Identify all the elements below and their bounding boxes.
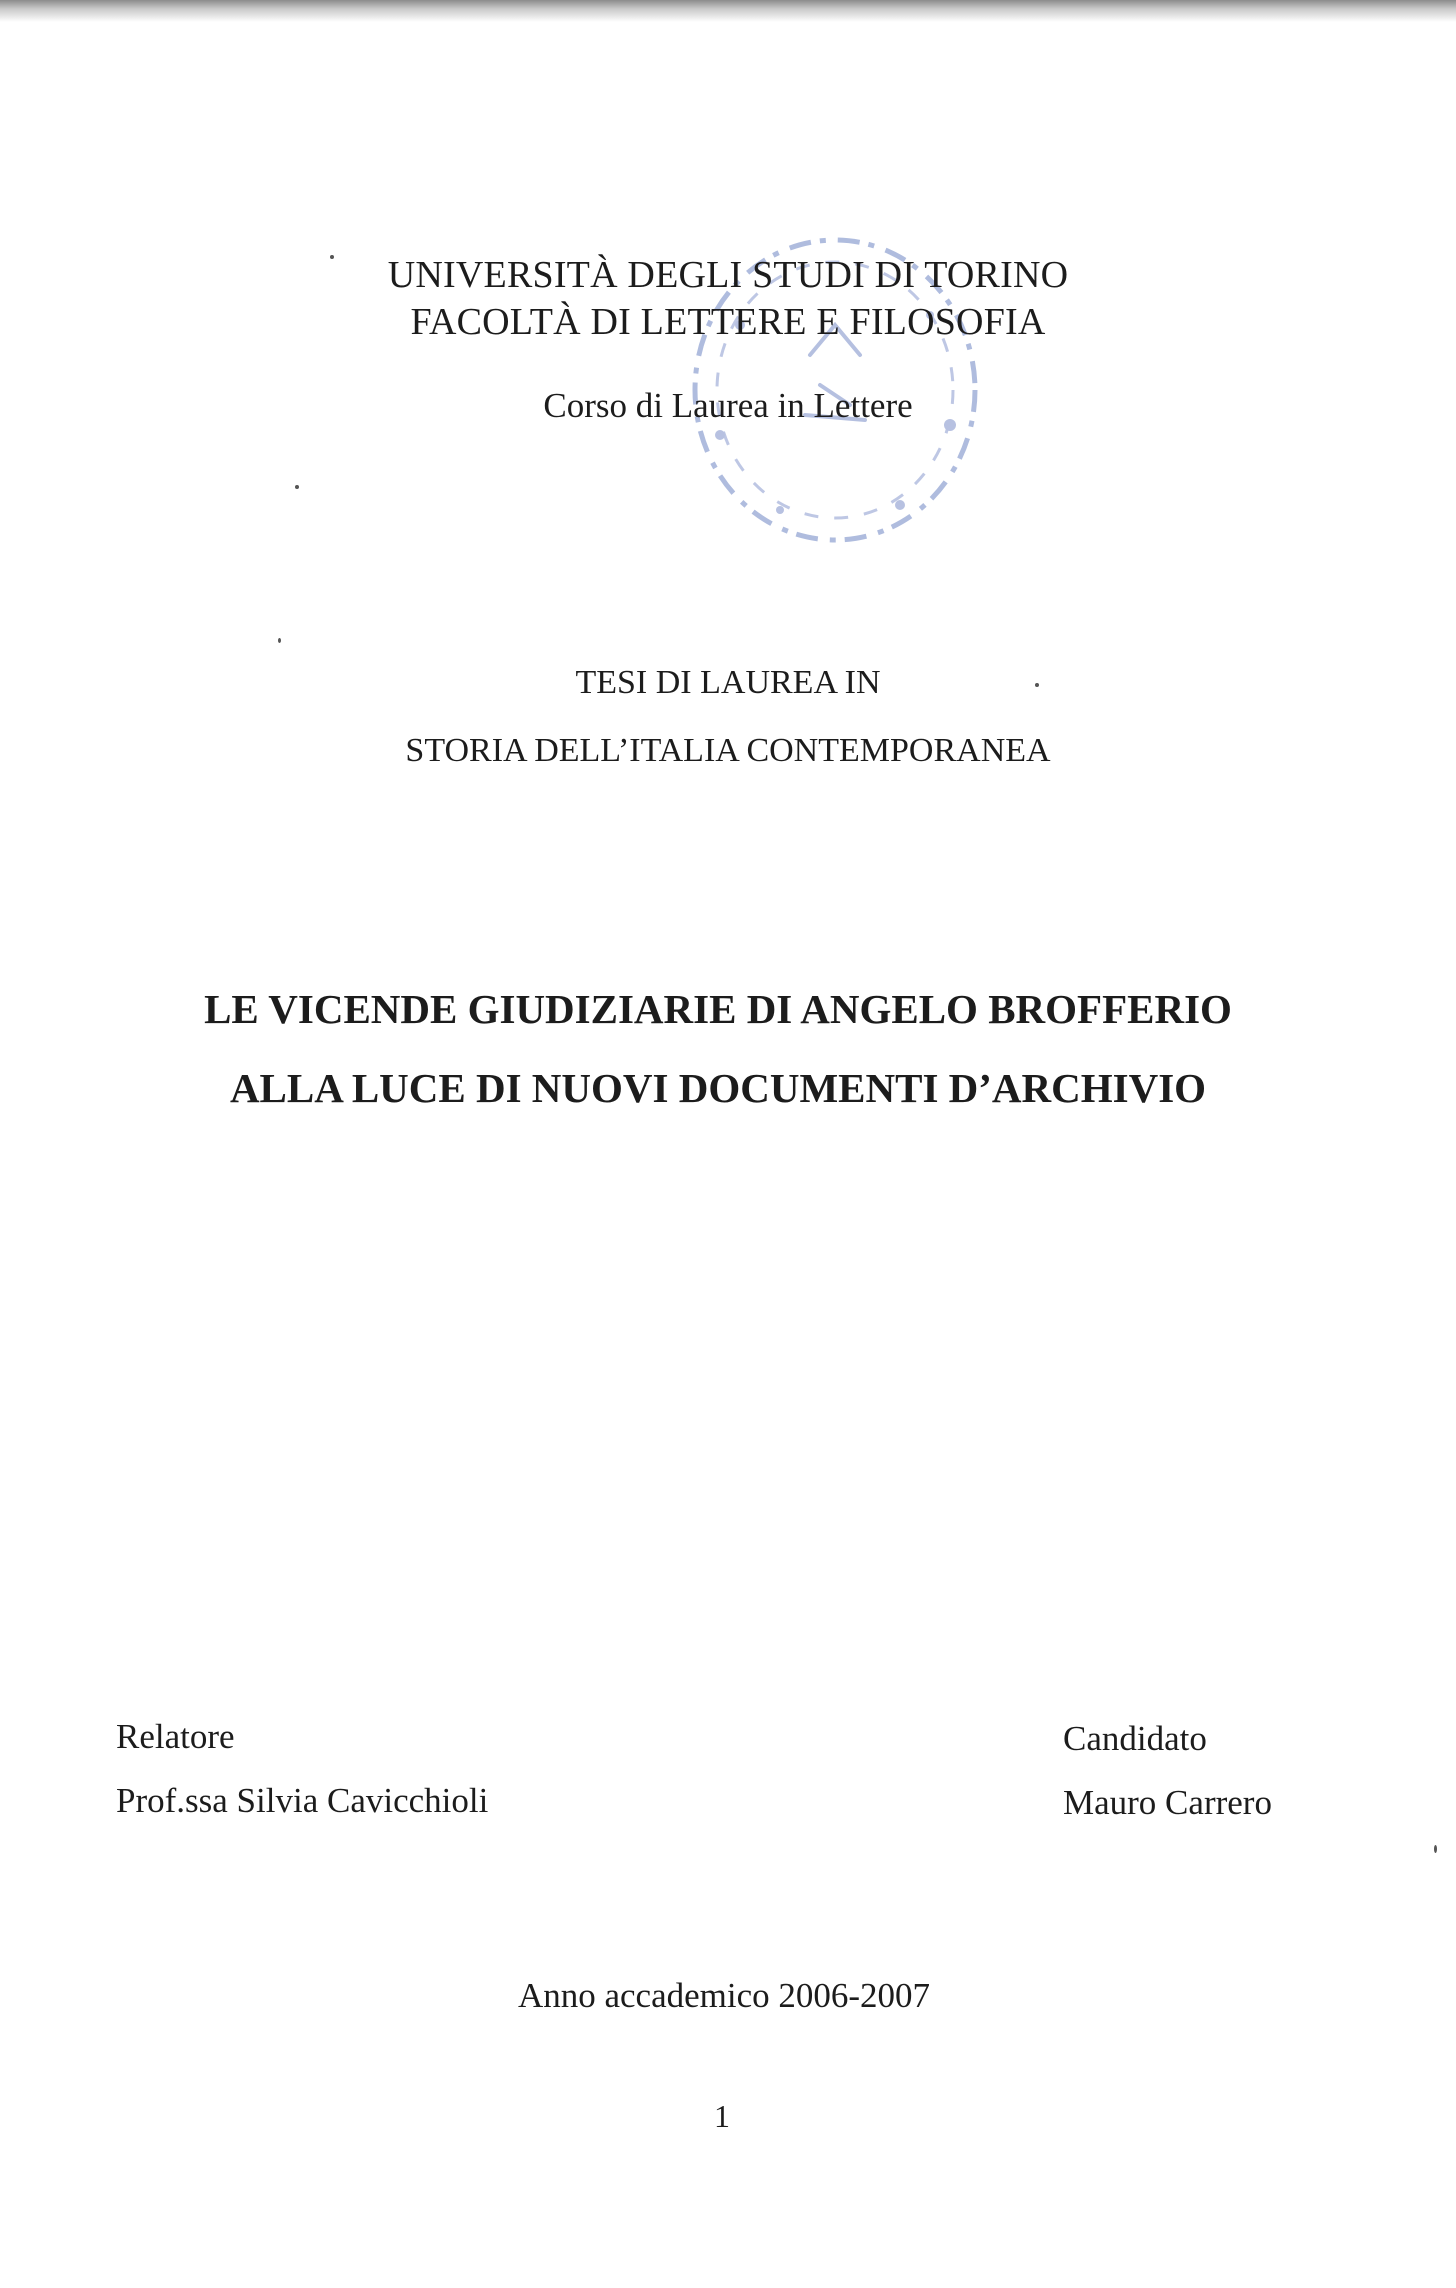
academic-year: Anno accademico 2006-2007 (517, 1976, 931, 2015)
candidate-label: Candidato (1063, 1719, 1207, 1758)
thesis-type-line-1: TESI DI LAUREA IN (575, 664, 881, 701)
thesis-type-line-2: STORIA DELL’ITALIA CONTEMPORANEA (405, 732, 1051, 769)
degree-course: Corso di Laurea in Lettere (543, 386, 913, 425)
scan-speck (1434, 1845, 1437, 1853)
scan-speck (330, 255, 334, 259)
supervisor-name: Prof.ssa Silvia Cavicchioli (116, 1781, 489, 1820)
faculty-name: FACOLTÀ DI LETTERE E FILOSOFIA (410, 301, 1046, 343)
scan-speck (278, 638, 281, 643)
candidate-name: Mauro Carrero (1063, 1783, 1272, 1822)
scan-speck (1035, 683, 1039, 687)
thesis-title-line-1: LE VICENDE GIUDIZIARIE DI ANGELO BROFFERIO (204, 986, 1232, 1032)
scan-speck (295, 485, 299, 489)
thesis-title-line-2: ALLA LUCE DI NUOVI DOCUMENTI D’ARCHIVIO (229, 1065, 1207, 1111)
university-name: UNIVERSITÀ DEGLI STUDI DI TORINO (387, 254, 1069, 296)
page-number: 1 (714, 2098, 730, 2134)
supervisor-label: Relatore (116, 1717, 235, 1756)
